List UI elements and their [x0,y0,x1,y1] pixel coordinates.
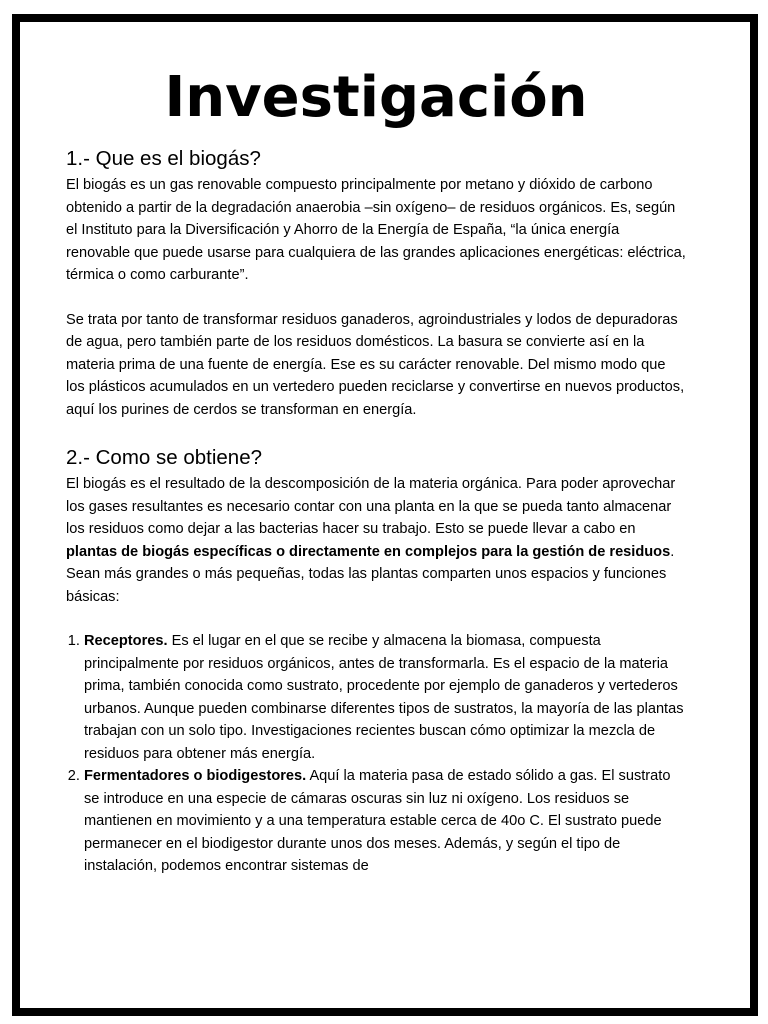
section-2-text-after: . Sean más grandes o más pequeñas, todas las plantas comparten unos espacios y funciones básicas: [66,543,675,605]
section-2-paragraph [66,473,686,608]
list-item-text: Es el lugar en el que se recibe y almacena la biomasa, compuesta principalmente por residuos orgánicos, antes de transformarla. Es el espacio de la materia prima, también conocida como sustrato, procedente por ejemplo de ganaderos y vertederos urbanos. Aunque pueden combinarse diferentes tipos de sustratos, la mayoría de las plantas trabajan con un solo tipo. Investigaciones recientes buscan cómo optimizar la mezcla de residuos para obtener más energía. [84,633,684,762]
section-1-paragraph-2: Se trata por tanto de transformar residuos ganaderos, agroindustriales y lodos de depuradoras de agua, pero también parte de los residuos domésticos. La basura se convierte así en la materia prima de una fuente de energía. Ese es su carácter renovable. Del mismo modo que los plásticos acumulados en un vertedero pueden reciclarse y convertirse en nuevos productos, aquí los purines de cerdos se transforman en energía. [66,311,685,418]
page-frame [12,14,758,1016]
list-item-term: Receptores. [84,633,168,649]
section-2-text-before: El biogás es el resultado de la descomposición de la materia orgánica. Para poder aprovechar los gases resultantes es necesario contar con una planta en la que se pueda tanto almacenar los residuos como dejar a las bacterias hacer su trabajo. Esto se puede llevar a cabo en [66,476,676,537]
document-content [66,62,686,878]
list-item-term: Fermentadores o biodigestores. [84,768,307,784]
page-title: Investigación [164,65,588,130]
section-2-text-bold: plantas de biogás específicas o directamente en complejos para la gestión de residuos [66,543,671,560]
plant-spaces-list [66,630,686,878]
list-item-text: Aquí la materia pasa de estado sólido a gas. El sustrato se introduce en una especie de cámaras oscuras sin luz ni oxígeno. Los residuos se mantienen en movimiento y a una temperatura estable cerca de 40o C. El sustrato puede permanecer en el biodigestor durante unos dos meses. Además, y según el tipo de instalación, podemos encontrar sistemas de [84,768,671,874]
section-2-heading: 2.- Como se obtiene? [66,446,263,469]
section-1-heading: 1.- Que es el biogás? [66,147,261,170]
list-item [84,630,686,765]
list-item [84,765,686,878]
section-1-paragraph-1: El biogás es un gas renovable compuesto principalmente por metano y dióxido de carbono obtenido a partir de la degradación anaerobia –sin oxígeno– de residuos orgánicos. Es, según el Instituto para la Diversificación y Ahorro de la Energía de España, “la única energía renovable que puede usarse para cualquiera de las grandes aplicaciones energéticas: eléctrica, térmica o como carburante”. [66,177,686,283]
